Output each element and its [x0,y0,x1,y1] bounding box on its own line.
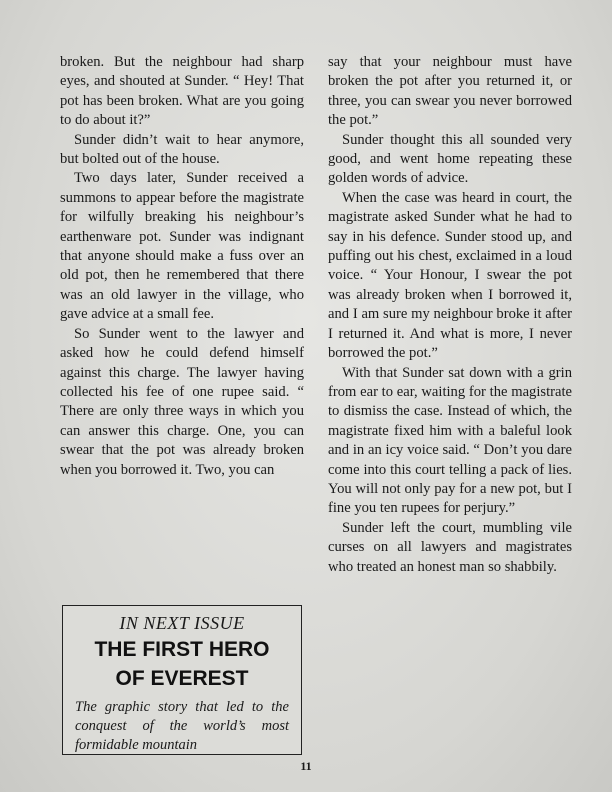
paragraph: When the case was heard in court, the magistrate asked Sunder what he had to say in his defence. Sunder stood up, and puffing out his chest, exclaimed in a loud voice. “ Your Honour, I swear the pot was already broken when I borrowed it, and I am sure my neighbour broke it after I returned it. And what is more, I never borrowed the pot.” [328,189,572,362]
paragraph: broken. But the neighbour had sharp eyes, and shouted at Sunder. “ Hey! That pot has been broken. What are you going to do about it?” [60,54,304,129]
paragraph: So Sunder went to the lawyer and asked how he could defend himself against this charge. The lawyer having collected his fee of one rupee said. “ There are only three ways in which you can answer this charge. One, you can swear that the pot was already broken when you borrowed it. Two, you can [60,325,304,478]
next-issue-title-line1: THE FIRST HERO [94,638,270,661]
paragraph: With that Sunder sat down with a grin from ear to ear, waiting for the magistrate to dismiss the case. Instead of which, the magistrate fixed him with a baleful look and in an icy voice said. “ Don’t you dare come into this court telling a pack of lies. You will not only pay for a new pot, but I fine you ten rupees for perjury.” [328,364,572,517]
paragraph: Sunder left the court, mumbling vile curses on all lawyers and magistrates who treated an honest man so shabbily. [328,519,572,575]
paragraph: say that your neighbour must have broken the pot after you returned it, or three, you can swear you never borrowed the pot.” [328,54,572,129]
next-issue-description: The graphic story that led to the conquest of the world’s most formidable mountain [75,699,289,753]
paragraph: Sunder thought this all sounded very good, and went home repeating these golden words of advice. [328,131,572,187]
next-issue-kicker: IN NEXT ISSUE [119,613,245,633]
right-column [328,53,572,577]
paragraph: Sunder didn’t wait to hear anymore, but bolted out of the house. [60,131,304,168]
next-issue-box [62,605,302,755]
left-column [60,53,304,480]
next-issue-title-line2: OF EVEREST [115,667,249,690]
paragraph: Two days later, Sunder received a summons to appear before the magistrate for wilfully breaking his neighbour’s earthenware pot. Sunder was indignant that anyone should make a fuss over an old pot, then he remembered that there was an old lawyer in the village, who gave advice at a small fee. [60,170,304,323]
page-number: 11 [300,759,312,773]
